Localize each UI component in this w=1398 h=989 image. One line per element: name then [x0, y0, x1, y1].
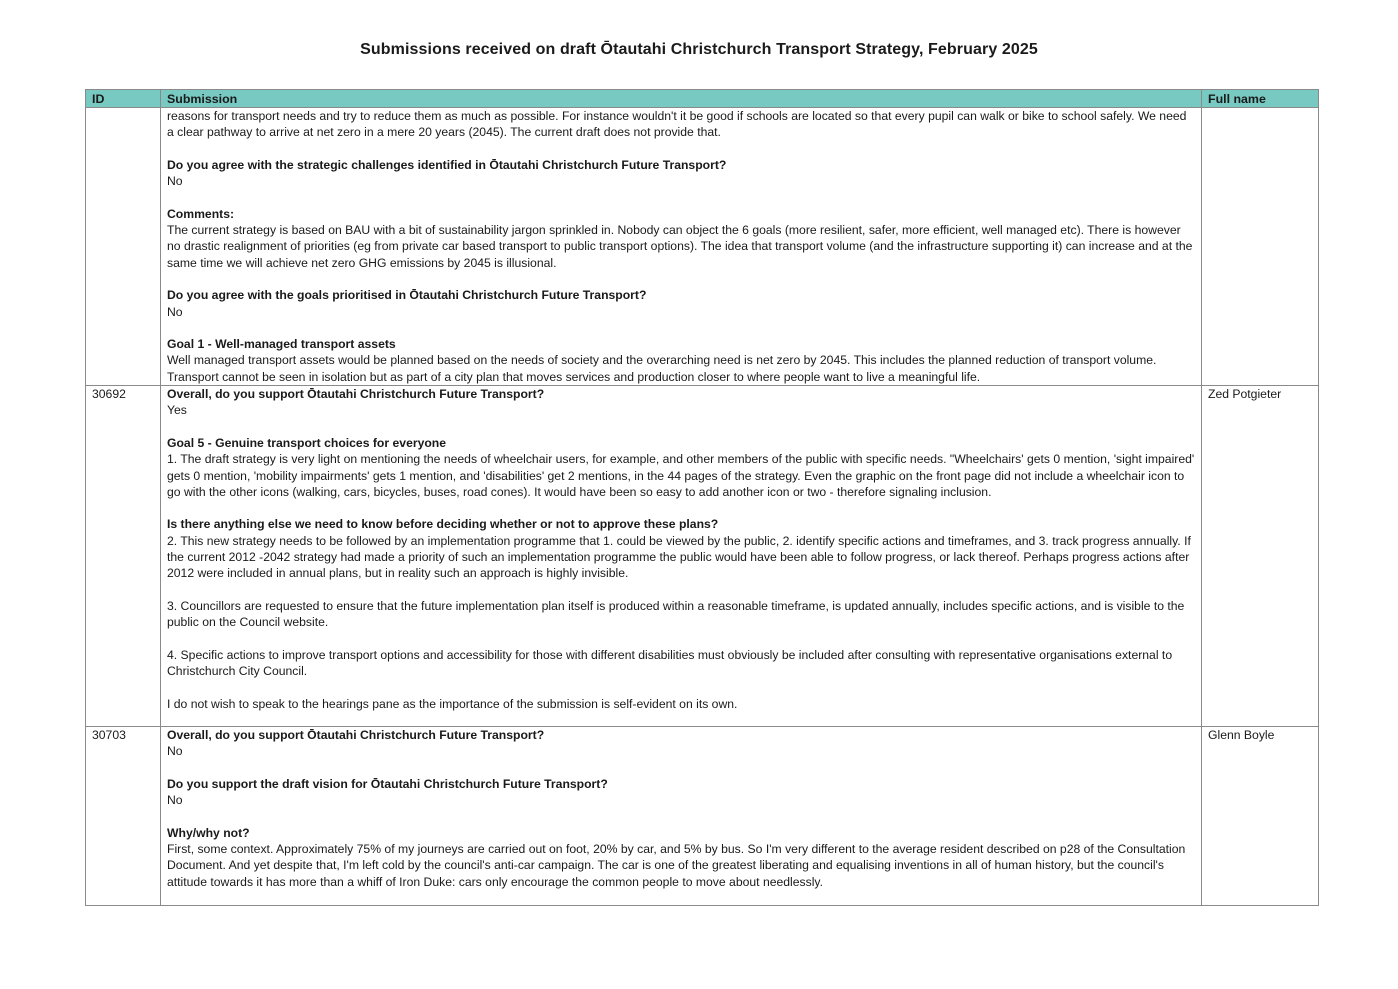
submitter-full-name: Zed Potgieter	[1202, 386, 1319, 727]
submission-cell	[161, 386, 1202, 727]
id-cell	[86, 108, 161, 386]
submissions-table	[85, 89, 1319, 906]
full-name-cell	[1202, 108, 1319, 386]
answer-text: 4. Specific actions to improve transport options and accessibility for those with different disabilities must obviously be included after consulting with representative organisations external to Christchurch City Council.	[167, 647, 1173, 679]
submission-text: reasons for transport needs and try to reduce them as much as possible. For instance wouldn't it be good if schools are located so that every pupil can walk or bike to school safely. We need a clear pathway to arrive at net zero in a mere 20 years (2045). The current draft does not provide that.	[167, 109, 1187, 140]
answer-text: No	[167, 793, 183, 808]
answer-text: Well managed transport assets would be planned based on the needs of society and the overarching need is net zero by 2045. This includes the planned reduction of transport volume. Transport cannot be seen in isolation but as part of a city plan that moves services and production closer to where people want to live a meaningful life.	[167, 353, 1157, 384]
document-title: Submissions received on draft Ōtautahi Christchurch Transport Strategy, February 2025	[360, 41, 1038, 58]
answer-text: No	[167, 174, 183, 189]
submission-cell	[161, 108, 1202, 386]
answer-text: First, some context. Approximately 75% of my journeys are carried out on foot, 20% by car, and 5% by bus. So I'm very different to the average resident described on p28 of the Consultation Document. And yet despite that, I'm left cold by the council's anti-car campaign. The car is one of the greatest liberating and equalising inventions in all of human history, but the council's attitude towards it has more than a whiff of Iron Duke: cars only encourage the common people to move about needlessly.	[167, 842, 1186, 889]
answer-text: 3. Councillors are requested to ensure that the future implementation plan itself is produced within a reasonable timeframe, is updated annually, includes specific actions, and is visible to the public on the Council website.	[167, 598, 1185, 630]
table-header-row	[86, 90, 1319, 108]
submission-id: 30692	[86, 386, 161, 727]
answer-text: No	[167, 304, 183, 319]
answer-text: The current strategy is based on BAU with a bit of sustainability jargon sprinkled in. Nobody can object the 6 goals (more resilient, safer, more efficient, well managed etc). There is however no drastic realignment of priorities (eg from private car based transport to public transport options). The idea that transport volume (and the infrastructure supporting it) can increase and at the same time we will achieve net zero GHG emissions by 2045 is illusional.	[167, 223, 1193, 270]
table-row	[86, 727, 1319, 906]
answer-text: No	[167, 744, 183, 759]
column-header-submission: Submission	[161, 90, 1202, 108]
answer-text: I do not wish to speak to the hearings pane as the importance of the submission is self-evident on its own.	[167, 696, 738, 711]
answer-text: Yes	[167, 403, 187, 418]
question-heading: Comments:	[167, 206, 235, 221]
column-header-id: ID	[86, 90, 161, 108]
table-row	[86, 386, 1319, 727]
question-heading: Overall, do you support Ōtautahi Christchurch Future Transport?	[167, 387, 545, 402]
question-heading: Goal 1 - Well-managed transport assets	[167, 337, 396, 352]
question-heading: Do you support the draft vision for Ōtautahi Christchurch Future Transport?	[167, 776, 608, 791]
column-header-full-name: Full name	[1202, 90, 1319, 108]
answer-text: 2. This new strategy needs to be followed by an implementation programme that 1. could be viewed by the public, 2. identify specific actions and timeframes, and 3. track progress annually. If the current 2012 -2042 strategy had made a priority of such an implementation programme the public would have been able to follow progress, or lack thereof. Perhaps progress actions after 2012 were included in annual plans, but in reality such an approach is highly invisible.	[167, 533, 1191, 581]
submitter-full-name: Glenn Boyle	[1202, 727, 1319, 906]
submission-cell	[161, 727, 1202, 906]
question-heading: Overall, do you support Ōtautahi Christchurch Future Transport?	[167, 728, 545, 743]
question-heading: Do you agree with the strategic challenges identified in Ōtautahi Christchurch Future Transport?	[167, 157, 727, 172]
submission-id: 30703	[86, 727, 161, 906]
answer-text: 1. The draft strategy is very light on mentioning the needs of wheelchair users, for example, and other members of the public with specific needs. "Wheelchairs' gets 0 mention, 'sight impaired' gets 0 mention, 'mobility impairments' gets 1 mention, and 'disabilities' get 2 mentions, in the 44 pages of the strategy. Even the graphic on the front page did not include a wheelchair icon to go with the other icons (walking, cars, bicycles, buses, road cones). It would have been so easy to add another icon or two - therefore signaling inclusion.	[167, 452, 1195, 499]
question-heading: Is there anything else we need to know before deciding whether or not to approve these plans?	[167, 517, 719, 532]
question-heading: Why/why not?	[167, 825, 250, 840]
question-heading: Do you agree with the goals prioritised in Ōtautahi Christchurch Future Transport?	[167, 288, 647, 303]
table-row-continuation	[86, 108, 1319, 386]
question-heading: Goal 5 - Genuine transport choices for everyone	[167, 435, 447, 450]
